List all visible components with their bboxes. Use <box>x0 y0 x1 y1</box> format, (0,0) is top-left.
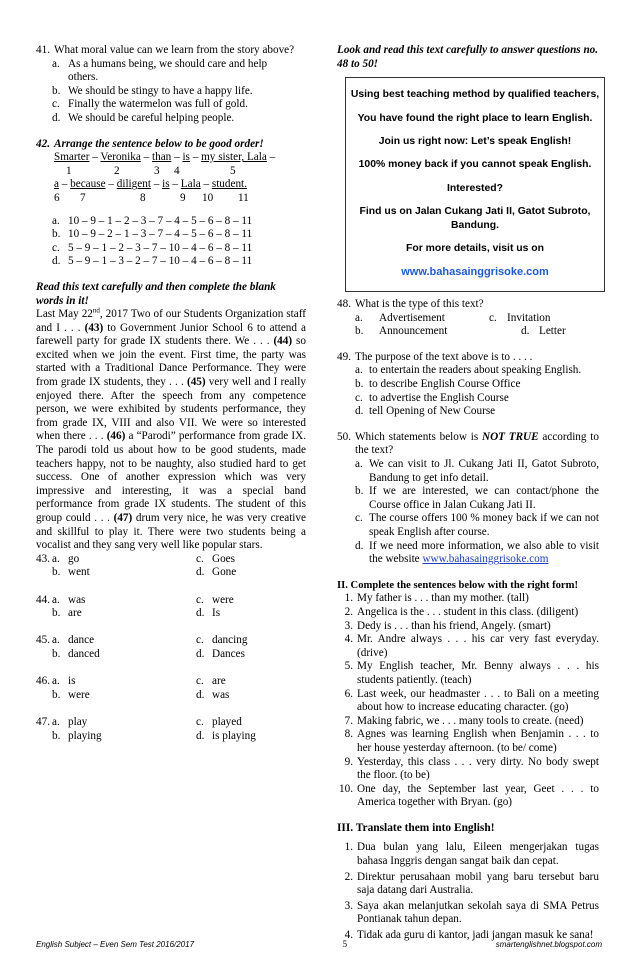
option: d. If we need more information, we also able to visit the website www.bahasainggrisoke.com <box>355 539 599 566</box>
answer-block <box>36 634 306 661</box>
scrambled-numbers-2: 6 7 8 9 10 11 <box>54 191 249 204</box>
answer-block <box>36 553 306 580</box>
answer-row: b. danced d. Dances <box>52 647 245 660</box>
sentence-item: 1. Dua bulan yang lalu, Eileen mengerjakan tugas bahasa Inggris dengan sangat baik dan cepat. <box>344 841 599 868</box>
option: d. tell Opening of New Course <box>355 405 496 418</box>
ad-line: You have found the right place to learn English. <box>357 112 593 124</box>
option: c. 5 – 9 – 1 – 2 – 3 – 7 – 10 – 4 – 6 – 8 – 11 <box>52 241 253 254</box>
passage-text: Last May 22nd, 2017 Two of our Students Organization staff and I . . . (43) to Government Junior School 6 to attend a farewell party for grade IX students there. We . . . (44) so excited when we join the event. First time, the party was started with a Traditional Dance Performance. They were from grade IX students, they . . . (45) very well and I really enjoyed there. After the speech from any competence person, we were exhibited by students performance, they from grade IX, VIII and also VII. We were so interested when there . . . (46) a “Parodi” performance from grade IX. The parodi told us about how to be good students, made teachers happy, not to be naughty, also studied hard to get success. One of another expression which was very impressive and interesting, it was a special band performance from grade IX students. The student of this group could . . . (47) drum very nice, he was very creative and skillful to play it. There were two students being a vocalist and they sang very well like popular stars. <box>36 306 306 552</box>
ad-line: Join us right now: Let’s speak English! <box>378 135 572 147</box>
question-49: 49. The purpose of the text above is to . . . . a. to entertain the readers about speaking English. b. to describe English Course Office c. to advertise the English Course d. tell Opening of New Course <box>337 351 599 419</box>
page-number: 5 <box>342 939 348 949</box>
question-42: 42. Arrange the sentence below to be good order! Smarter – Veronika – than – is – my sister, Lala – 1 2 3 4 5 a – because – diligent – is – Lala – student. 6 7 8 9 10 11 a. 10 – 9 – 1 – 2 – 3 – 7 – 4 – 5 – 6 – 8 – 11 b. 10 – 9 – 2 – 1 – 3 – 7 – 4 – 5 – 6 – 8 – 11 c. 5 – 9 – 1 – 2 – 3 – 7 – 10 – 4 – 6 – 8 – 11 d. 5 – 9 – 1 – 3 – 2 – 7 – 10 – 4 – 6 – 8 – 11 <box>36 138 306 269</box>
option: b. to describe English Course Office <box>355 378 521 391</box>
sentence-item: 3. Saya akan melanjutkan sekolah saya di SMA Petrus Pontianak tahun depan. <box>344 899 599 926</box>
sentence-item: 4. Mr. Andre always . . . his car very fast everyday. (drive) <box>344 633 599 659</box>
option: c. to advertise the English Course <box>355 391 509 404</box>
ad-website-link[interactable]: www.bahasainggrisoke.com <box>401 265 549 278</box>
answer-row: 45. a. dance c. dancing <box>36 634 248 647</box>
option-row: b. Announcement d. Letter <box>355 325 566 338</box>
option: b. We should be stingy to have a happy life. <box>52 84 253 97</box>
scrambled-numbers-1: 1 2 3 4 5 <box>66 164 236 177</box>
sentence-item: 9. Yesterday, this class . . . very dirty. No body swept the floor. (to be) <box>344 755 599 782</box>
answer-row: 47. a. play c. played <box>36 715 242 728</box>
website-link[interactable]: www.bahasainggrisoke.com <box>422 553 549 566</box>
sentence-item: 8. Agnes was learning English when Benjamin . . . to her house yesterday afternoon. (to be/ come) <box>344 728 599 754</box>
answer-block <box>36 675 306 702</box>
scrambled-line-2: a – because – diligent – is – Lala – student. <box>54 178 247 191</box>
left-column <box>36 44 306 743</box>
section-2-title: II. Complete the sentences below with the right form! <box>337 579 578 591</box>
page-footer <box>36 938 602 952</box>
sentence-item: 2. Direktur perusahaan mobil yang baru tersebut baru saja datang dari Australia. <box>344 870 599 897</box>
option: a. As a humans being, we should care and help others. <box>52 57 268 84</box>
right-heading: Look and read this text carefully to answer questions no. 48 to 50! <box>337 44 599 70</box>
answer-row: 43. a. go c. Goes <box>36 552 235 565</box>
ad-line: For more details, visit us on <box>406 243 544 255</box>
sentence-item: 7. Making fabric, we . . . many tools to create. (need) <box>344 714 584 727</box>
option: c. Finally the watermelon was full of gold. <box>52 98 248 111</box>
option: b. 10 – 9 – 2 – 1 – 3 – 7 – 4 – 5 – 6 – 8 – 11 <box>52 228 253 241</box>
option: c. The course offers 100 % money back if we can not speak English after course. <box>355 512 599 539</box>
passage-heading: Read this text carefully and then complete the blank words in it! <box>36 280 276 307</box>
answer-options <box>36 553 306 743</box>
answer-row: b. are d. Is <box>52 607 221 620</box>
answer-block <box>36 716 306 743</box>
footer-left: English Subject – Even Sem Test 2016/2017 <box>36 940 195 949</box>
ad-line: Using best teaching method by qualified teachers, <box>350 89 600 101</box>
answer-row: b. playing d. is playing <box>52 729 256 742</box>
section-2-list <box>337 592 599 810</box>
question-41-text: What moral value can we learn from the story above? <box>54 44 295 56</box>
sentence-item: 6. Last week, our headmaster . . . to Bali on a meeting about how to increase educating character. (go) <box>344 687 599 714</box>
option: a. to entertain the readers about speaking English. <box>355 364 582 377</box>
answer-row: b. were d. was <box>52 688 230 701</box>
option: d. 5 – 9 – 1 – 3 – 2 – 7 – 10 – 4 – 6 – 8 – 11 <box>52 255 253 268</box>
question-48: 48. What is the type of this text? a. Advertisement c. Invitation b. Announcement d. Letter <box>337 298 599 339</box>
footer-right: smartenglishnet.blogspot.com <box>495 940 602 949</box>
answer-row: 44. a. was c. were <box>36 593 234 606</box>
question-42-text: Arrange the sentence below to be good order! <box>54 137 264 150</box>
sentence-item: 2. Angelica is the . . . student in this class. (diligent) <box>344 605 579 618</box>
answer-block <box>36 594 306 621</box>
answer-row: 46. a. is c. are <box>36 675 226 688</box>
scrambled-line-1: Smarter – Veronika – than – is – my sister, Lala – <box>54 151 276 164</box>
ad-line: Find us on Jalan Cukang Jati II, Gatot Subroto, Bandung. <box>359 206 591 231</box>
right-column <box>337 44 599 945</box>
sentence-item: 10. One day, the September last year, Geet . . . to America together with Bryan. (go) <box>339 782 599 809</box>
section-3-list <box>337 841 599 942</box>
ad-line: 100% money back if you cannot speak English. <box>358 159 592 171</box>
sentence-item: 3. Dedy is . . . than his friend, Angely. (smart) <box>344 619 551 632</box>
advertisement-box <box>345 77 605 292</box>
answer-row: b. went d. Gone <box>52 566 237 579</box>
question-41: 41. What moral value can we learn from the story above? a. As a humans being, we should care and help others. b. We should be stingy to have a happy life. c. Finally the watermelon was full of gold. d. We should be careful helping people. <box>36 44 306 126</box>
sentence-item: 4. Tidak ada guru di kantor, jadi jangan masuk ke sana! <box>344 929 594 942</box>
section-3-title: III. Translate them into English! <box>337 821 495 834</box>
ad-line: Interested? <box>446 182 503 194</box>
option: d. We should be careful helping people. <box>52 111 235 124</box>
option: b. If we are interested, we can contact/phone the Course office in Jalan Cukang Jati II. <box>355 485 599 511</box>
sentence-item: 1. My father is . . . than my mother. (tall) <box>344 592 529 605</box>
option-row: a. Advertisement c. Invitation <box>355 311 551 324</box>
sentence-item: 5. My English teacher, Mr. Benny always . . . his students patiently. (teach) <box>344 660 599 686</box>
option: a. We can visit to Jl. Cukang Jati II, Gatot Subroto, Bandung to get info detail. <box>355 458 599 484</box>
question-50: 50. Which statements below is NOT TRUE according to the text? a. We can visit to Jl. Cukang Jati II, Gatot Subroto, Bandung to get info detail. b. If we are interested, we can contact/phone the Course office in Jalan Cukang Jati II. c. The course offers 100 % money back if we can not speak English after course. d. If we need more information, we also able to visit the website www.bahasainggrisoke.com <box>337 430 599 566</box>
option: a. 10 – 9 – 1 – 2 – 3 – 7 – 4 – 5 – 6 – 8 – 11 <box>52 214 253 227</box>
